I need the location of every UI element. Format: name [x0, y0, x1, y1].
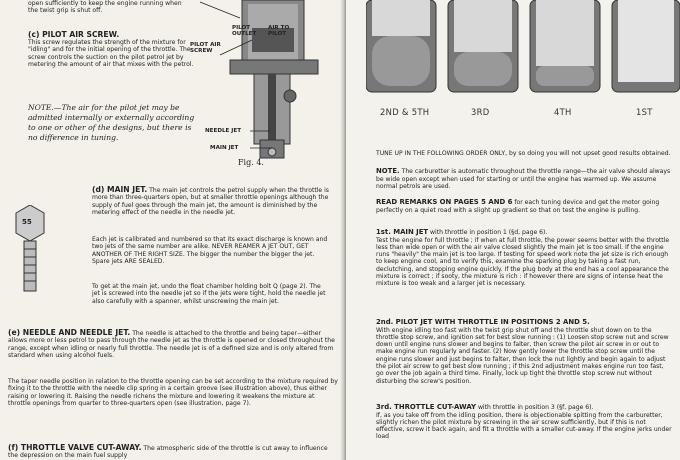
- step2-heading: 2nd. PILOT JET WITH THROTTLE IN POSITIONS 2 AND 5.: [376, 318, 590, 326]
- needle-jet-label: NEEDLE JET: [205, 128, 242, 134]
- calibration-paragraph: Each jet is calibrated and numbered so that its exact discharge is known and two jets of the same number are alike. NEVER REAMER A JET OUT, GET ANOTHER OF THE RIGHT SIZE. The bigger the number the bigger the jet. Spare jets ARE SEALED.: [92, 236, 328, 265]
- throttle-label-2nd-5th: 2ND & 5TH: [380, 107, 430, 117]
- step3-sub: with throttle in position 3 (§f, page 6).: [477, 404, 594, 411]
- read-remarks-label: READ REMARKS ON PAGES 5 AND 6: [376, 198, 513, 206]
- step3-heading: 3rd. THROTTLE CUT-AWAY: [376, 403, 477, 411]
- main-jet-section: [92, 185, 330, 216]
- figure-caption: Fig. 4.: [238, 158, 264, 167]
- throttle-positions-illustration: [366, 0, 680, 96]
- pilot-note: NOTE.—The air for the pilot jet may be admitted internally or externally according to one or other of the designs, but there is no difference in tuning.: [28, 103, 195, 142]
- intro-text: [28, 0, 188, 15]
- jet-number-label: 55: [22, 218, 32, 226]
- throttle-label-4th: 4TH: [554, 107, 572, 117]
- needle-body: The needle is attached to the throttle and being taper—either allows more or less petrol to pass through the needle jet as the throttle is opened or closed throughout the range, except when idling or nearly full throttle. The needle jet is of a defined size and is only altered from standard when using alcohol fuels.: [8, 330, 335, 359]
- intro-paragraph: open sufficiently to keep the engine running when the twist grip is shut off.: [28, 0, 182, 15]
- get-at-main-jet-paragraph: To get at the main jet, undo the float chamber holding bolt Q (page 2). The jet is screwed into the needle jet so if the jets were tight, hold the needle jet also carefully with a spanner, whilst unscrewing the main jet.: [92, 283, 326, 305]
- step2-section: [376, 318, 672, 385]
- taper-paragraph: The taper needle position in relation to the throttle opening can be set according to the mixture required by fixing it to the throttle with the needle clip spring in a certain groove (see illustration above), thus either raising or lowering it. Raising the needle richens the mixture and lowering it weakens the mixture at throttle openings from quarter to three-quarters open (see illustration, page 7).: [8, 378, 338, 407]
- tune-order-paragraph: TUNE UP IN THE FOLLOWING ORDER ONLY, by so doing you will not upset good results obtained.: [376, 150, 671, 157]
- step2-body: With engine idling too fast with the twist grip shut off and the throttle shut down on to the throttle stop screw, and ignition set for best slow running : (1) Loosen stop screw nut and screw down until engine runs slower and begins to falter, then screw the pilot air screw in or out to make engine run regularly and faster. (2) Now gently lower the throttle stop screw until the engine runs slower and just begins to falter, then lock the nut lightly and begin again to adjust the pilot air screw to get best slow running ; if this 2nd adjustment makes engine run too fast, go over the job again a third time. Finally, lock up tight the throttle stop screw nut without disturbing the screw's position.: [376, 326, 669, 385]
- main-jet-heading: (d) MAIN JET.: [92, 185, 148, 194]
- pilot-air-screw-body: This screw regulates the strength of the mixture for "idling" and for the initial opening of the throttle. The screw controls the suction on the pilot petrol jet by metering the amount of air that mixes with the petrol.: [28, 39, 194, 68]
- pilot-outlet-label: PILOT OUTLET: [232, 25, 257, 38]
- cutaway-section: [8, 443, 338, 460]
- step3-section: [376, 403, 672, 441]
- step1-section: [376, 228, 672, 288]
- pilot-air-screw-heading: (c) PILOT AIR SCREW.: [28, 30, 120, 39]
- note-section: [376, 167, 672, 190]
- note-label: NOTE.: [376, 167, 400, 175]
- pilot-section: [28, 30, 196, 68]
- read-remarks-section: [376, 198, 672, 214]
- step1-sub: with throttle in position 1 (§d, page 6).: [430, 229, 548, 236]
- read-remarks-body: for each tuning device and get the motor going perfectly on a quiet road with a slight up gradient so that on test the engine is pulling.: [376, 199, 660, 214]
- step1-heading: 1st. MAIN JET: [376, 228, 429, 236]
- right-page: [346, 0, 680, 460]
- throttle-label-1st: 1ST: [636, 107, 653, 117]
- cutaway-body: The atmospheric side of the throttle is cut away to influence the depression on the main fuel supply: [8, 445, 328, 460]
- step3-body: If, as you take off from the idling position, there is objectionable spitting from the carburetter, slightly richen the pilot mixture by screwing in the air screw sufficiently, but if this is not effective, screw it back again, and fit a throttle with a smaller cut-away. If the engine jerks under load: [376, 411, 672, 441]
- note-body: The carburetter is automatic throughout the throttle range—the air valve should always be wide open except when used for starting or until the engine has warmed up. We assume normal petrols are used.: [376, 168, 671, 190]
- cutaway-heading: (f) THROTTLE VALVE CUT-AWAY.: [8, 443, 142, 452]
- throttle-label-3rd: 3RD: [471, 107, 490, 117]
- needle-section: [8, 328, 338, 359]
- step1-body: Test the engine for full throttle ; if when at full throttle, the power seems better with the throttle less than wide open or with the air valve closed slightly the main jet is too small. If the engine runs "heavily" the main jet is too large. If testing for speed work note the jet size is rich enough to keep engine cool, and to verify this, examine the sparking plug by taking a fast run, declutching, and stopping engine quickly. If the plug body at the end has a cool appearance the mixture is correct ; if sooty, the mixture is rich : if however there are signs of intense heat the mixture is too weak and a larger jet is necessary.: [376, 236, 670, 288]
- main-jet-body: The main jet controls the petrol supply when the throttle is more than three-quarters open, but at smaller throttle openings although the supply of fuel goes through the main jet, the amount is diminished by the metering effect of the needle in the needle jet.: [92, 187, 329, 216]
- main-jet-label: MAIN JET: [210, 145, 239, 151]
- air-to-pilot-label: AIR TO PILOT: [268, 25, 290, 38]
- needle-heading: (e) NEEDLE AND NEEDLE JET.: [8, 328, 131, 337]
- pilot-air-screw-label: PILOT AIR SCREW: [190, 42, 221, 55]
